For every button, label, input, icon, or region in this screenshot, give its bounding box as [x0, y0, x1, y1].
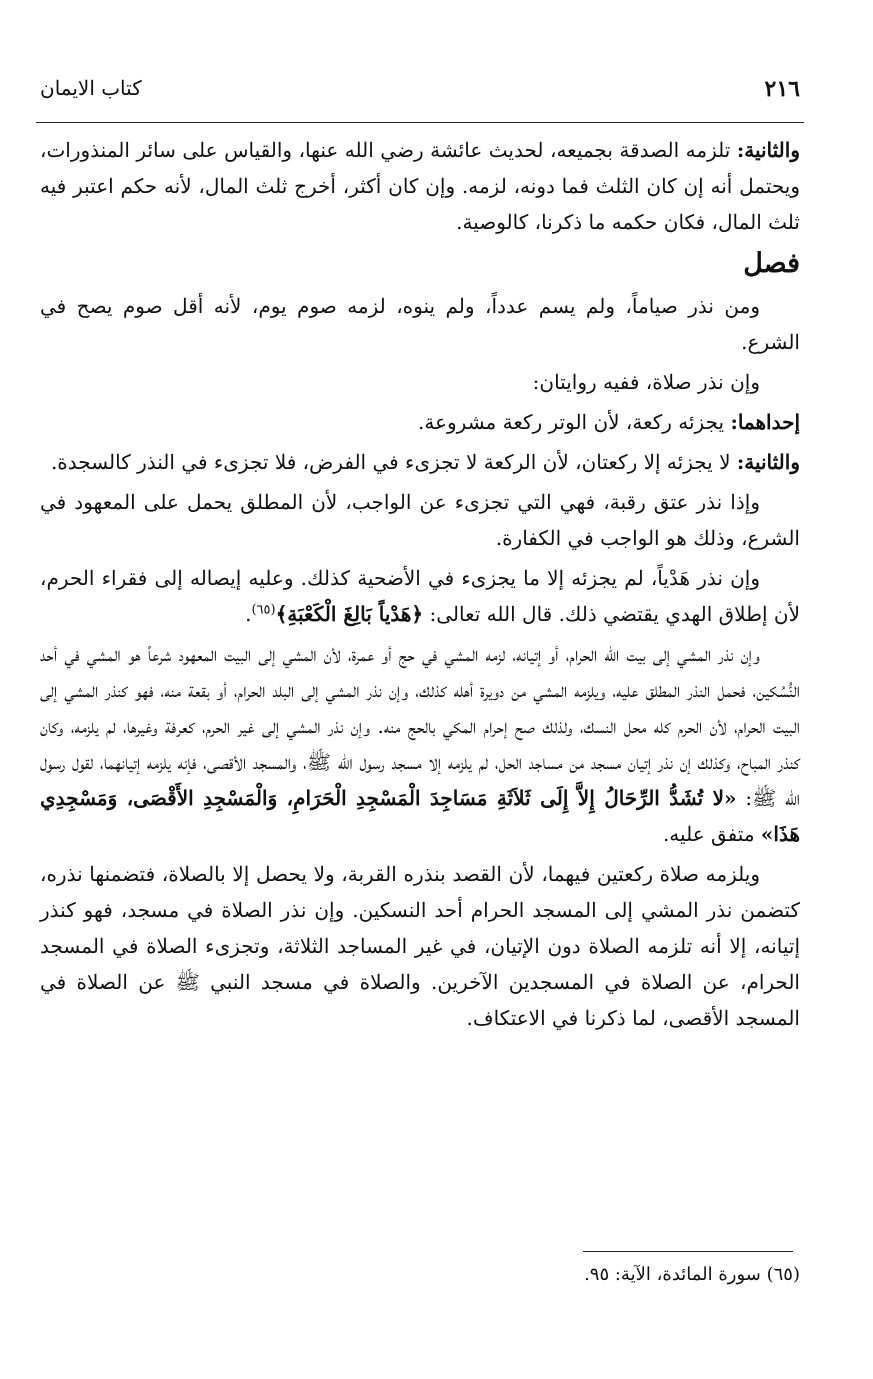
- sentence-end: .: [245, 602, 252, 626]
- footnote-reference: (٦٥): [251, 602, 276, 618]
- page-number: ٢١٦: [764, 76, 800, 102]
- paragraph-second-opinion: [40, 132, 800, 240]
- paragraph-text: لا يجزئه إلا ركعتان، لأن الركعة لا تجزىء في الفرض، فلا تجزىء في النذر كالسجدة.: [50, 450, 737, 474]
- footnote: (٦٥) سورة المائدة، الآية: ٩٥.: [584, 1264, 800, 1285]
- label-second: والثانية:: [736, 138, 800, 162]
- paragraph-text: يجزئه ركعة، لأن الوتر ركعة مشروعة.: [417, 410, 731, 434]
- footnote-rule: [583, 1251, 793, 1252]
- paragraph-freeing-slave: وإذا نذر عتق رقبة، فهي التي تجزىء عن الواجب، لأن المطلق يحمل على المعهود في الشرع، وذلك هو الواجب في الكفارة.: [40, 490, 800, 550]
- paragraph-mosque-prayer: ويلزمه صلاة ركعتين فيهما، لأن القصد بنذره القربة، ولا يحصل إلا بالصلاة، فتضمنها نذره، كتضمن نذر المشي إلى المسجد الحرام أحد النسكين. وإن نذر الصلاة في مسجد، فهو كنذر إتيانه، إلا أنه تلزمه الصلاة دون الإتيان، في غير المساجد الثلاثة، وتجزىء الصلاة في المسجد الحرام، عن الصلاة في المسجدين الآخرين. والصلاة في مسجد النبي ﷺ عن الصلاة في المسجد الأقصى، لما ذكرنا في الاعتكاف.: [40, 862, 800, 1030]
- paragraph-fasting-vow: ومن نذر صياماً، ولم يسم عدداً، ولم ينوه، لزمه صوم يوم، لأنه أقل صوم يصح في الشرع.: [40, 294, 800, 354]
- paragraph-first-opinion: [40, 404, 800, 440]
- label-second: والثانية:: [736, 450, 800, 474]
- section-heading: فصل: [743, 248, 800, 279]
- hadith-quote: «لا تُشَدُّ الرِّحَالُ إِلاَّ إِلَى ثَلاَثَةِ مَسَاجِدَ الْمَسْجِدِ الْحَرَامِ، وَالْمَسْجِدِ الأَقْصَى، وَمَسْجِدِي هَذَا»: [40, 786, 800, 846]
- paragraph-prayer-vow: وإن نذر صلاة، ففيه روايتان:: [532, 370, 760, 394]
- paragraph-text: وإن نذر هَدْياً، لم يجزئه إلا ما يجزىء في الأضحية كذلك. وعليه إيصاله إلى فقراء الحرم، لأن إطلاق الهدي يقتضي ذلك. قال الله تعالى:: [40, 566, 800, 626]
- running-header: [40, 76, 800, 110]
- book-title: كتاب الايمان: [40, 76, 142, 100]
- paragraph-text-end: متفق عليه.: [662, 822, 761, 846]
- paragraph-sacrifice-vow: [40, 560, 800, 632]
- header-rule: [36, 122, 804, 123]
- main-text: [40, 132, 800, 1040]
- paragraph-walking-vow: [40, 636, 800, 852]
- paragraph-text: تلزمه الصدقة بجميعه، لحديث عائشة رضي الله عنها، والقياس على سائر المنذورات، ويحتمل أنه إن كان الثلث فما دونه، لزمه. وإن كان أكثر، أخرج ثلث المال، لأنه حكم اعتبر فيه ثلث المال، فكان حكمه ما ذكرنا، كالوصية.: [40, 138, 800, 234]
- paragraph-text: وإن نذر المشي إلى بيت الله الحرام، أو إتيانه، لزمه المشي في حج أو عمرة، لأن المشي إلى البيت المعهود شرعاً هو المشي في أحد النُّسُكين، فحمل النذر المطلق عليه، ويلزمه المشي من دويرة أهله كذلك، وإن نذر المشي إلى البلد الحرام، أو بقعة منه، فهو كنذر المشي إلى البيت الحرام، لأن الحرم كله محل النسك، ولذلك صح إحرام المكي بالحج منه. وإن نذر المشي إلى غير الحرم، كعرفة وغيرها، لم يلزمه، وكان كنذر المباح، وكذلك إن نذر إتيان مسجد من مساجد الحل، لم يلزمه إلا مسجد رسول الله ﷺ، والمسجد الأقصى، فإنه يلزمه إتيانهما، لقول رسول الله ﷺ:: [40, 642, 800, 810]
- quran-quote: ﴿هَدْياً بَالِغَ الْكَعْبَةِ﴾: [275, 602, 424, 626]
- label-first: إحداهما:: [730, 410, 800, 434]
- paragraph-second-opinion-prayer: [40, 444, 800, 480]
